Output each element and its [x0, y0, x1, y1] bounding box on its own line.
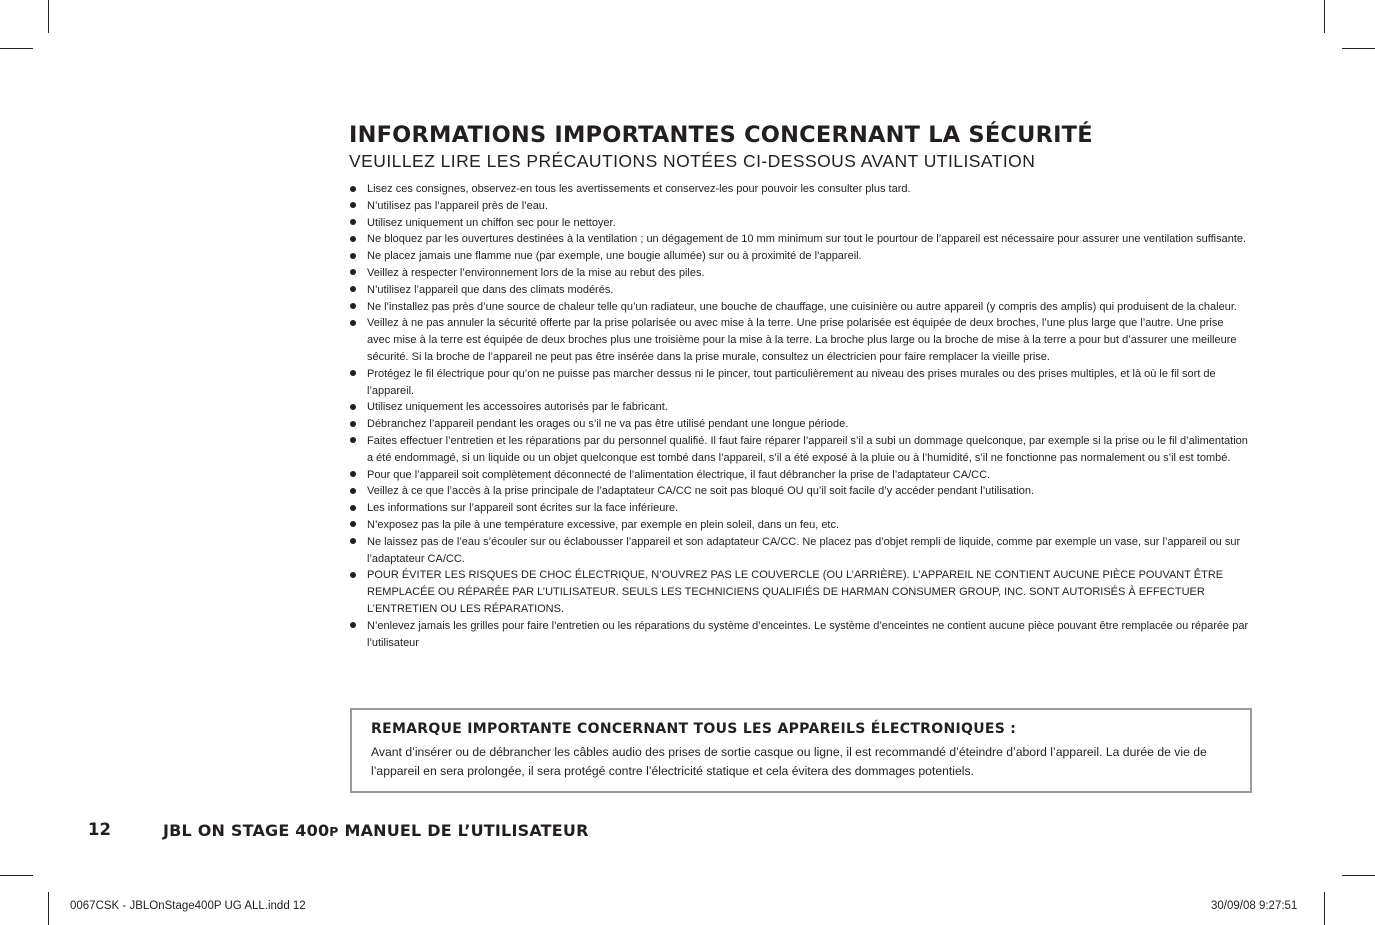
crop-mark-top-right-horizontal	[1342, 48, 1375, 49]
footer-manual-title	[163, 821, 589, 840]
safety-item: Veillez à respecter l’environnement lors de la mise au rebut des piles.	[349, 265, 1249, 282]
page-title: INFORMATIONS IMPORTANTES CONCERNANT LA SÉCURITÉ	[349, 122, 1093, 148]
page-number: 12	[88, 820, 111, 839]
crop-mark-top-right-vertical	[1324, 0, 1325, 33]
safety-item: N’utilisez l’appareil que dans des climats modérés.	[349, 282, 1249, 299]
safety-item: N’exposez pas la pile à une température excessive, par exemple en plein soleil, dans un feu, etc.	[349, 517, 1249, 534]
safety-item: Veillez à ne pas annuler la sécurité offerte par la prise polarisée ou avec mise à la terre. Une prise polarisée est équipée de deux broches, l’une plus large que l’autre. Une prise avec mise à la terre est équipée de deux broches plus une troisième pour la mise à la terre. La broche plus large ou la broche de mise à la terre a pour but d’assurer une meilleure sécurité. Si la broche de l’appareil ne peut pas être insérée dans la prise murale, consultez un électricien pour faire remplacer la vieille prise.	[349, 315, 1249, 365]
safety-item: Utilisez uniquement les accessoires autorisés par le fabricant.	[349, 399, 1249, 416]
safety-item: Ne l’installez pas près d’une source de chaleur telle qu’un radiateur, une bouche de chauffage, une cuisinière ou autre appareil (y compris des amplis) qui produisent de la chaleur.	[349, 299, 1249, 316]
safety-item: Utilisez uniquement un chiffon sec pour le nettoyer.	[349, 215, 1249, 232]
crop-mark-bottom-right-vertical	[1324, 892, 1325, 925]
footer-model-suffix: P	[329, 824, 339, 839]
safety-item: Pour que l’appareil soit complètement déconnecté de l’alimentation électrique, il faut débrancher la prise de l’adaptateur CA/CC.	[349, 467, 1249, 484]
crop-mark-bottom-left-vertical	[48, 892, 49, 925]
safety-item: Ne laissez pas de l’eau s’écouler sur ou éclabousser l’appareil et son adaptateur CA/CC. Ne placez pas d’objet rempli de liquide, comme par exemple un vase, sur l’appareil ou sur l’adaptateur CA/CC.	[349, 534, 1249, 568]
safety-instructions-list	[349, 181, 1249, 651]
safety-item: N’utilisez pas l’appareil près de l’eau.	[349, 198, 1249, 215]
print-slug-filename: 0067CSK - JBLOnStage400P UG ALL.indd 12	[70, 900, 306, 912]
notice-body: Avant d’insérer ou de débrancher les câbles audio des prises de sortie casque ou ligne, il est recommandé d’éteindre d’abord l’appareil. La durée de vie de l’appareil en sera prolongée, il sera protégé contre l’électricité statique et cela évitera des dommages potentiels.	[371, 745, 1207, 778]
safety-item: Veillez à ce que l’accès à la prise principale de l’adaptateur CA/CC ne soit pas bloqué OU qu’il soit facile d’y accéder pendant l’utilisation.	[349, 483, 1249, 500]
page-subtitle: VEUILLEZ LIRE LES PRÉCAUTIONS NOTÉES CI-DESSOUS AVANT UTILISATION	[349, 151, 1036, 171]
safety-item: N’enlevez jamais les grilles pour faire l’entretien ou les réparations du système d’enceintes. Le système d’enceintes ne contient aucune pièce pouvant être remplacée ou réparée par l’utilisateur	[349, 618, 1249, 652]
print-slug-timestamp: 30/09/08 9:27:51	[1211, 900, 1298, 912]
crop-mark-bottom-left-horizontal	[0, 875, 33, 876]
safety-item: Lisez ces consignes, observez-en tous les avertissements et conservez-les pour pouvoir les consulter plus tard.	[349, 181, 1249, 198]
safety-item: POUR ÉVITER LES RISQUES DE CHOC ÉLECTRIQUE, N’OUVREZ PAS LE COUVERCLE (OU L’ARRIÈRE). L’APPAREIL NE CONTIENT AUCUNE PIÈCE POUVANT ÊTRE REMPLACÉE OU RÉPARÉE PAR L’UTILISATEUR. SEULS LES TECHNICIENS QUALIFIÉS DE HARMAN CONSUMER GROUP, INC. SONT AUTORISÉS À EFFECTUER L’ENTRETIEN OU LES RÉPARATIONS.	[349, 567, 1249, 617]
safety-item: Ne bloquez par les ouvertures destinées à la ventilation ; un dégagement de 10 mm minimum sur tout le pourtour de l’appareil est nécessaire pour assurer une ventilation suffisante.	[349, 231, 1249, 248]
crop-mark-top-left-vertical	[48, 0, 49, 33]
footer-title-text: MANUEL DE L’UTILISATEUR	[338, 821, 589, 840]
crop-mark-bottom-right-horizontal	[1342, 875, 1375, 876]
safety-item: Les informations sur l’appareil sont écrites sur la face inférieure.	[349, 500, 1249, 517]
safety-item: Débranchez l’appareil pendant les orages ou s’il ne va pas être utilisé pendant une longue période.	[349, 416, 1249, 433]
safety-item: Protégez le fil électrique pour qu’on ne puisse pas marcher dessus ni le pincer, tout particulièrement au niveau des prises murales ou des prises multiples, et là où le fil sort de l’appareil.	[349, 366, 1249, 400]
safety-item: Faites effectuer l’entretien et les réparations par du personnel qualifié. Il faut faire réparer l’appareil s’il a subi un dommage quelconque, par exemple si la prise ou le fil d’alimentation a été endommagé, si un liquide ou un objet quelconque est tombé dans l’appareil, s’il a été exposé à la pluie ou à l’humidité, s’il ne fonctionne pas normalement ou s’il est tombé.	[349, 433, 1249, 467]
important-notice-box	[350, 708, 1252, 793]
footer-brand: JBL ON STAGE 400	[163, 821, 330, 840]
crop-mark-top-left-horizontal	[0, 48, 33, 49]
safety-item: Ne placez jamais une flamme nue (par exemple, une bougie allumée) sur ou à proximité de l’appareil.	[349, 248, 1249, 265]
notice-title: REMARQUE IMPORTANTE CONCERNANT TOUS LES APPAREILS ÉLECTRONIQUES :	[371, 721, 1017, 737]
